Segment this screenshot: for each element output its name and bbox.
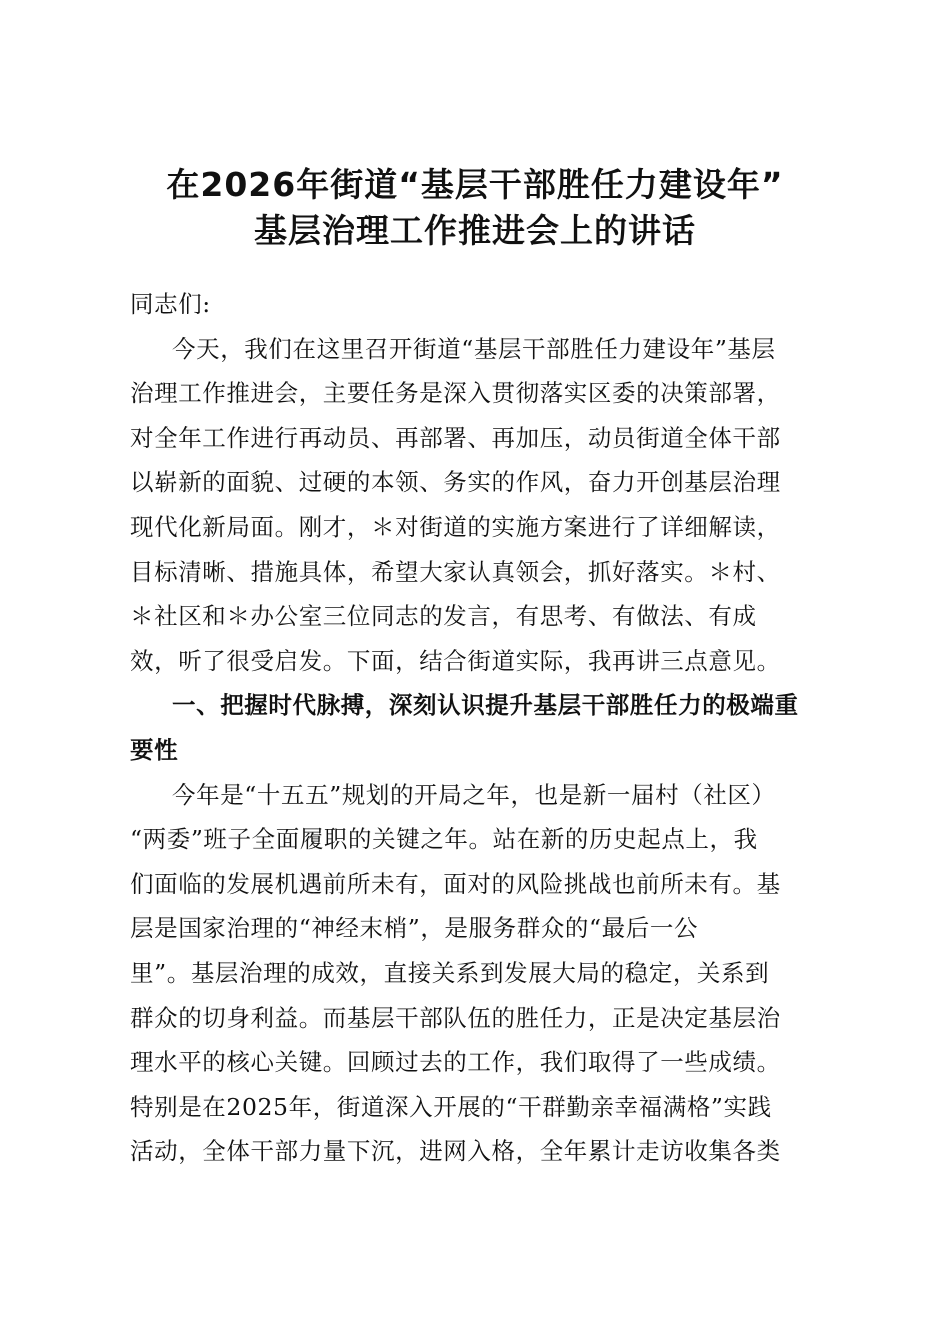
paragraph-line: 治理工作推进会，主要任务是深入贯彻落实区委的决策部署， (130, 379, 781, 408)
title-line-1: 在2026年街道“基层干部胜任力建设年” (166, 165, 784, 204)
paragraph-opening (130, 327, 830, 684)
paragraph-line: 们面临的发展机遇前所未有，面对的风险挑战也前所未有。基 (130, 869, 781, 898)
paragraph-line: 群众的切身利益。而基层干部队伍的胜任力，正是决定基层治 (130, 1003, 781, 1032)
paragraph-line: 今天，我们在这里召开街道“基层干部胜任力建设年”基层 (172, 334, 776, 363)
title-line-2: 基层治理工作推进会上的讲话 (254, 211, 696, 250)
salutation: 同志们: (130, 290, 211, 318)
paragraph-line: 活动，全体干部力量下沉，进网入格，全年累计走访收集各类 (130, 1137, 781, 1166)
paragraph-line: 对全年工作进行再动员、再部署、再加压，动员街道全体干部 (130, 423, 781, 452)
paragraph-line: 目标清晰、措施具体，希望大家认真领会，抓好落实。＊村、 (130, 557, 781, 586)
paragraph-line: “两委”班子全面履职的关键之年。站在新的历史起点上，我 (130, 825, 758, 854)
paragraph-line: 以崭新的面貌、过硬的本领、务实的作风，奋力开创基层治理 (130, 468, 781, 497)
paragraph-line: 今年是“十五五”规划的开局之年，也是新一届村（社区） (172, 780, 776, 809)
paragraph-line: ＊社区和＊办公室三位同志的发言，有思考、有做法、有成 (130, 602, 757, 631)
paragraph-line: 特别是在2025年，街道深入开展的“干群勤亲幸福满格”实践 (130, 1092, 772, 1121)
heading-line: 要性 (130, 735, 179, 764)
paragraph-section-1 (130, 773, 830, 1174)
paragraph-line: 效，听了很受启发。下面，结合街道实际，我再讲三点意见。 (130, 646, 781, 675)
paragraph-line: 现代化新局面。刚才，＊对街道的实施方案进行了详细解读， (130, 512, 781, 541)
section-heading-1 (130, 683, 830, 772)
speech-body (130, 282, 830, 1174)
paragraph-line: 层是国家治理的“神经末梢”，是服务群众的“最后一公 (130, 914, 699, 943)
paragraph-line: 里”。基层治理的成效，直接关系到发展大局的稳定，关系到 (130, 958, 770, 987)
paragraph-line: 理水平的核心关键。回顾过去的工作，我们取得了一些成绩。 (130, 1048, 781, 1077)
heading-line: 一、把握时代脉搏，深刻认识提升基层干部胜任力的极端重 (172, 691, 799, 720)
speech-title (0, 162, 950, 254)
